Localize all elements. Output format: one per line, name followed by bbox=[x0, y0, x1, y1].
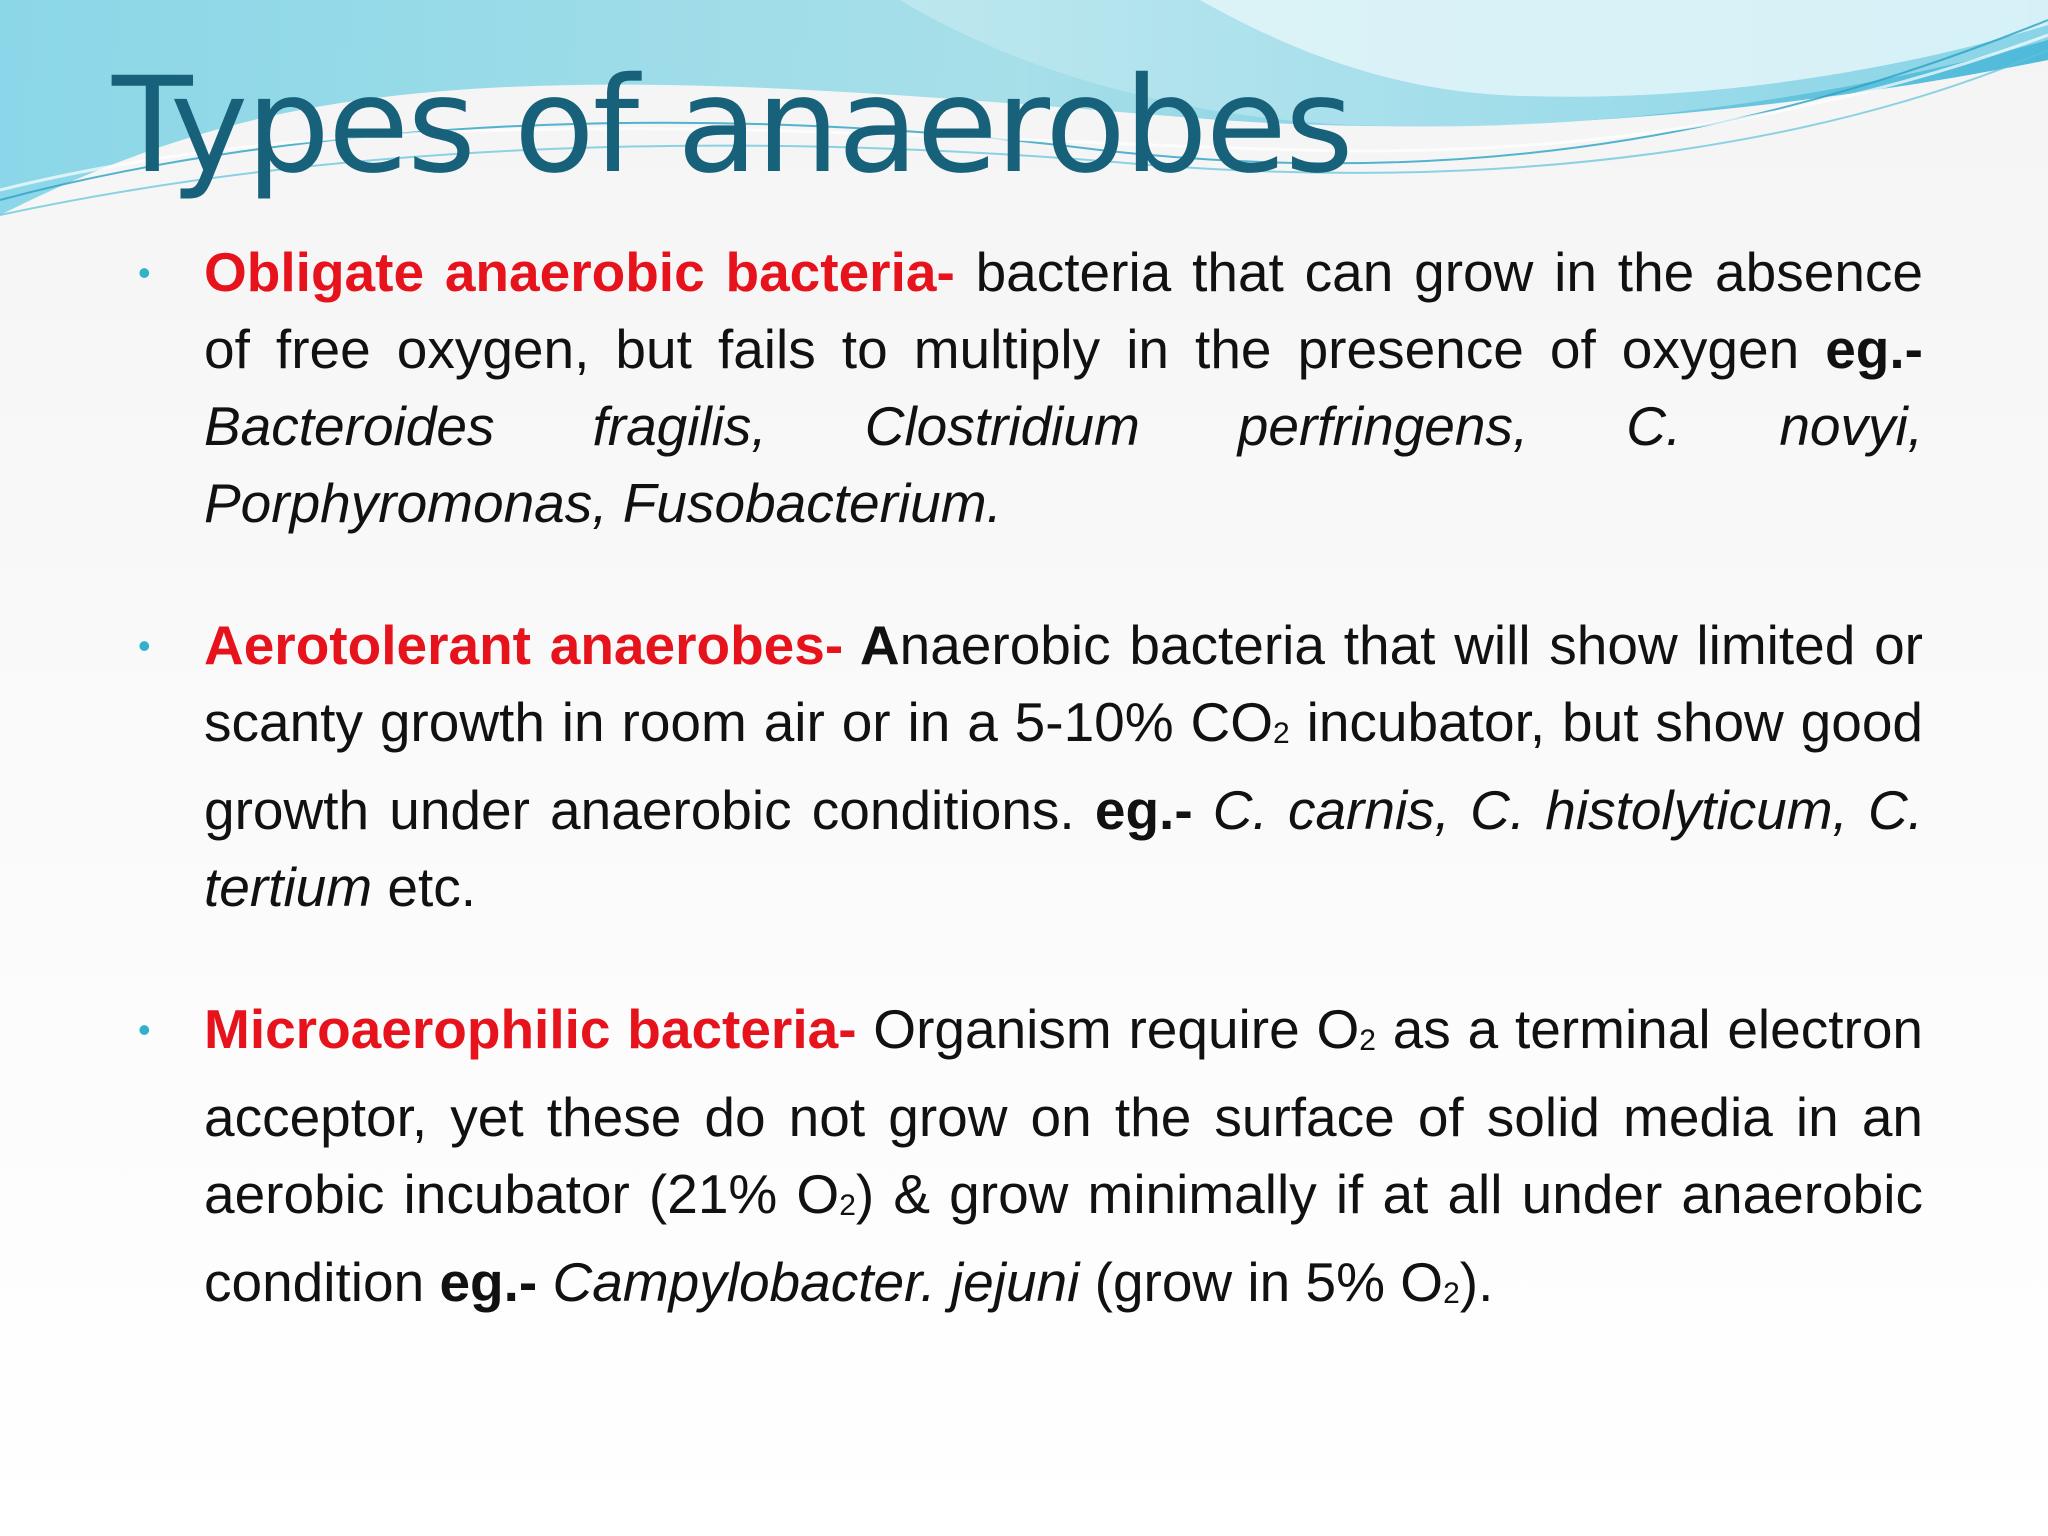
bullet-text bbox=[204, 991, 1923, 1332]
example-label: eg.- bbox=[1825, 318, 1923, 380]
example-organisms: Campylobacter. jejuni bbox=[537, 1251, 1080, 1313]
subscript: 2 bbox=[1359, 1024, 1376, 1057]
example-organisms: C. carnis, C. histolyticum, C. tertium bbox=[204, 779, 1923, 918]
example-organisms: Bacteroides fragilis, Clostridium perfringens, C. novyi, Porphyromonas, Fusobacterium. bbox=[204, 395, 1923, 534]
subscript: 2 bbox=[839, 1189, 856, 1222]
subscript: 2 bbox=[1443, 1277, 1460, 1310]
bullet-list bbox=[138, 234, 1923, 1397]
bullet-obligate-anaerobic bbox=[138, 234, 1923, 542]
bullet-dot-icon: • bbox=[138, 1009, 151, 1050]
definition-tail: ). bbox=[1459, 1251, 1494, 1313]
example-label: eg.- bbox=[439, 1251, 538, 1313]
definition-text-cont: as a terminal electron acceptor, yet these do not grow on the surface of solid media in an aerobic incubator (21% O bbox=[204, 998, 1923, 1225]
slide-title: Types of anaerobes bbox=[112, 49, 1352, 203]
bullet-microaerophilic-bacteria bbox=[138, 991, 1923, 1332]
definition-text: naerobic bacteria that will show limited or scanty growth in room air or in a 5-10% CO bbox=[204, 614, 1923, 753]
definition-tail: etc. bbox=[372, 856, 477, 918]
definition-text: bacteria that can grow in the absence of free oxygen, but fails to multiply in the presence of oxygen bbox=[204, 241, 1924, 380]
bullet-dot-icon: • bbox=[138, 252, 151, 293]
term-label: Obligate anaerobic bacteria- bbox=[204, 241, 955, 303]
definition-text: Organism require O bbox=[856, 998, 1360, 1060]
bullet-dot-icon: • bbox=[138, 625, 151, 666]
definition-text-cont: ) & grow minimally if at all under anaerobic condition bbox=[204, 1163, 1923, 1313]
term-label: Aerotolerant anaerobes- bbox=[204, 614, 844, 676]
term-label: Microaerophilic bacteria- bbox=[204, 998, 857, 1060]
bullet-text bbox=[204, 234, 1923, 542]
example-label: eg.- bbox=[1094, 779, 1193, 841]
bullet-text bbox=[204, 607, 1923, 926]
subscript: 2 bbox=[1273, 717, 1290, 750]
definition-text-cont: incubator, but show good growth under anaerobic conditions. bbox=[204, 691, 1923, 841]
definition-lead: A bbox=[843, 614, 900, 676]
bullet-aerotolerant-anaerobes bbox=[138, 607, 1923, 926]
definition-text-cont: (grow in 5% O bbox=[1079, 1251, 1444, 1313]
